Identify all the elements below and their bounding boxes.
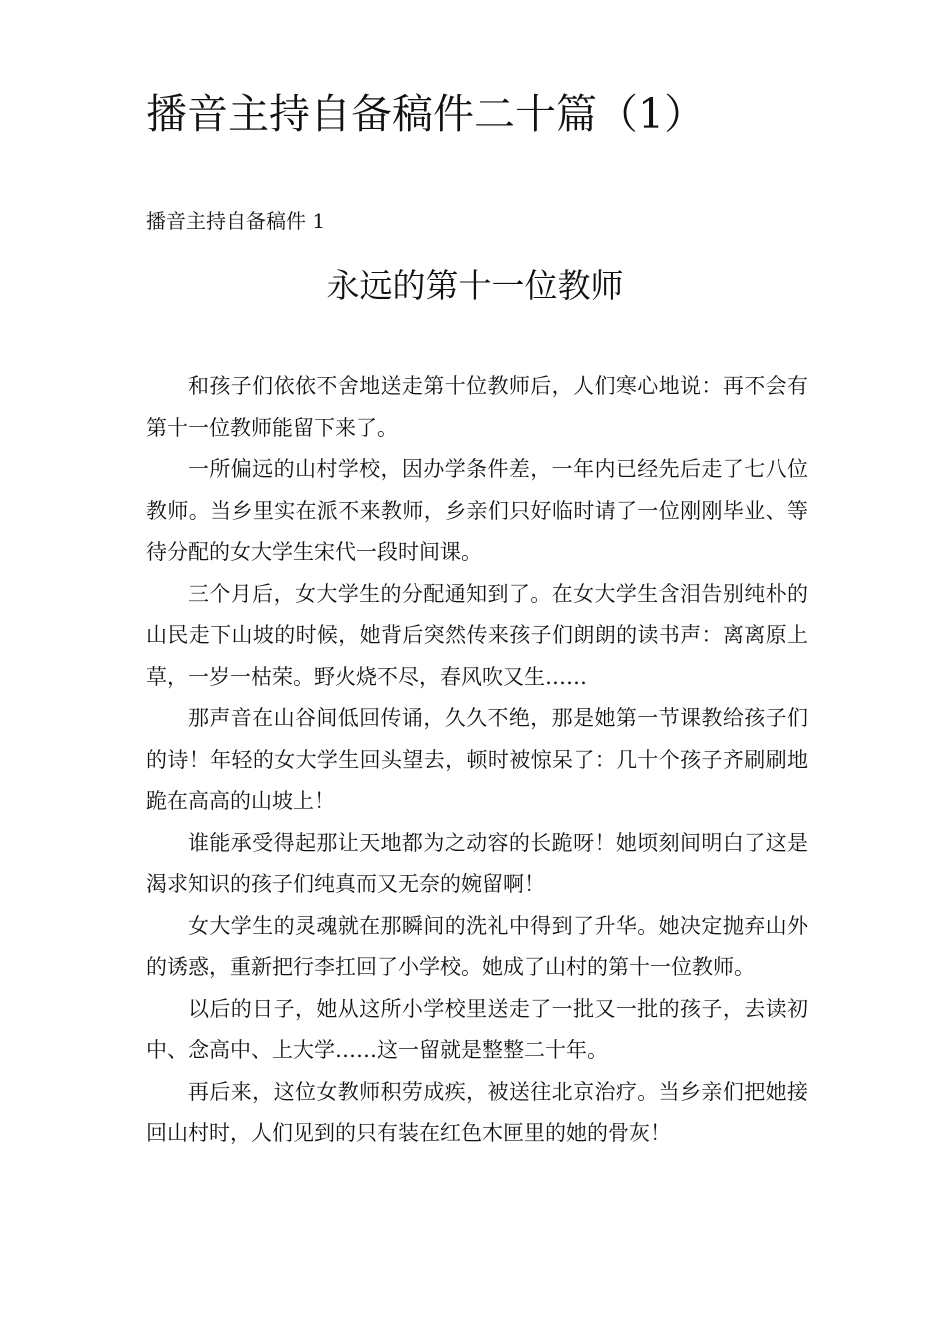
- paragraph-2: 一所偏远的山村学校，因办学条件差，一年内已经先后走了七八位教师。当乡里实在派不来教师，乡亲们只好临时请了一位刚刚毕业、等待分配的女大学生宋代一段时间课。: [146, 457, 808, 564]
- paragraph-7: 以后的日子，她从这所小学校里送走了一批又一批的孩子，去读初中、念高中、上大学……这一留就是整整二十年。: [146, 996, 808, 1062]
- paragraph-3: 三个月后，女大学生的分配通知到了。在女大学生含泪告别纯朴的山民走下山坡的时候，她背后突然传来孩子们朗朗的读书声：离离原上草，一岁一枯荣。野火烧不尽，春风吹又生……: [146, 581, 808, 689]
- section-label: 播音主持自备稿件 1: [146, 209, 326, 233]
- document-title: 播音主持自备稿件二十篇（1）: [146, 90, 706, 138]
- article-title: 永远的第十一位教师: [326, 266, 624, 305]
- paragraph-4: 那声音在山谷间低回传诵，久久不绝，那是她第一节课教给孩子们的诗！年轻的女大学生回头望去，顿时被惊呆了：几十个孩子齐刷刷地跪在高高的山坡上！: [146, 706, 808, 813]
- paragraph-1: 和孩子们依依不舍地送走第十位教师后，人们寒心地说：再不会有第十一位教师能留下来了。: [146, 374, 808, 440]
- paragraph-5: 谁能承受得起那让天地都为之动容的长跪呀！她顷刻间明白了这是渴求知识的孩子们纯真而又无奈的婉留啊！: [146, 830, 808, 896]
- paragraph-6: 女大学生的灵魂就在那瞬间的洗礼中得到了升华。她决定抛弃山外的诱惑，重新把行李扛回了小学校。她成了山村的第十一位教师。: [146, 913, 808, 979]
- paragraph-8: 再后来，这位女教师积劳成疾，被送往北京治疗。当乡亲们把她接回山村时，人们见到的只有装在红色木匣里的她的骨灰！: [146, 1079, 808, 1145]
- article-body: [146, 366, 808, 1155]
